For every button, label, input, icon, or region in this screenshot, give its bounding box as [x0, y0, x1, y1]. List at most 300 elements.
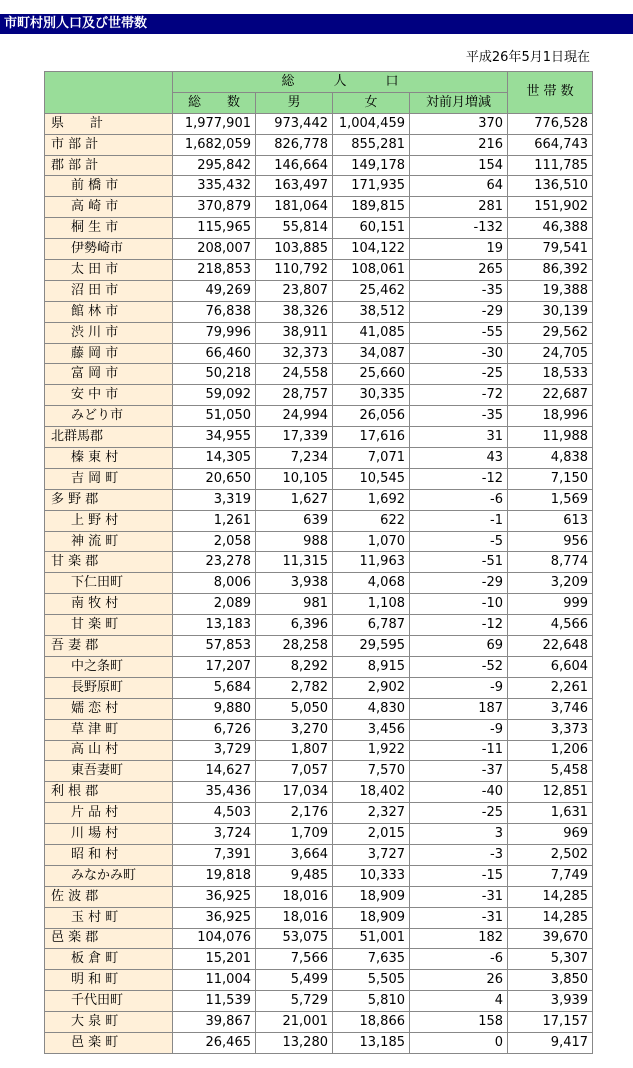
cell-total: 23,278	[173, 552, 256, 573]
row-name: 佐 波 郡	[45, 886, 173, 907]
cell-total: 1,682,059	[173, 134, 256, 155]
cell-total: 8,006	[173, 573, 256, 594]
cell-households: 3,209	[508, 573, 593, 594]
cell-change: -31	[410, 907, 508, 928]
cell-female: 7,635	[333, 949, 410, 970]
cell-male: 3,938	[256, 573, 333, 594]
cell-total: 3,729	[173, 740, 256, 761]
row-name: 安 中 市	[45, 385, 173, 406]
cell-male: 7,234	[256, 448, 333, 469]
cell-total: 26,465	[173, 1032, 256, 1053]
cell-male: 639	[256, 510, 333, 531]
cell-total: 2,058	[173, 531, 256, 552]
cell-households: 24,705	[508, 343, 593, 364]
cell-households: 613	[508, 510, 593, 531]
table-row	[45, 134, 593, 155]
table-row	[45, 573, 593, 594]
cell-households: 4,566	[508, 615, 593, 636]
cell-households: 19,388	[508, 280, 593, 301]
cell-male: 55,814	[256, 218, 333, 239]
table-row	[45, 552, 593, 573]
cell-female: 51,001	[333, 928, 410, 949]
cell-change: 182	[410, 928, 508, 949]
table-row	[45, 280, 593, 301]
row-name: 渋 川 市	[45, 322, 173, 343]
cell-change: -5	[410, 531, 508, 552]
cell-change: -12	[410, 615, 508, 636]
table-row	[45, 364, 593, 385]
cell-total: 5,684	[173, 677, 256, 698]
cell-total: 9,880	[173, 698, 256, 719]
cell-total: 20,650	[173, 468, 256, 489]
cell-total: 4,503	[173, 803, 256, 824]
table-row	[45, 531, 593, 552]
cell-male: 53,075	[256, 928, 333, 949]
header-households: 世 帯 数	[508, 72, 593, 114]
row-name: 多 野 郡	[45, 489, 173, 510]
cell-female: 60,151	[333, 218, 410, 239]
cell-female: 3,727	[333, 844, 410, 865]
cell-female: 149,178	[333, 155, 410, 176]
cell-change: 281	[410, 197, 508, 218]
cell-households: 3,746	[508, 698, 593, 719]
row-name: 桐 生 市	[45, 218, 173, 239]
table-row	[45, 844, 593, 865]
row-name: 沼 田 市	[45, 280, 173, 301]
cell-male: 1,807	[256, 740, 333, 761]
cell-total: 104,076	[173, 928, 256, 949]
cell-female: 10,333	[333, 865, 410, 886]
cell-households: 151,902	[508, 197, 593, 218]
cell-change: -3	[410, 844, 508, 865]
cell-change: -37	[410, 761, 508, 782]
cell-male: 38,911	[256, 322, 333, 343]
cell-total: 59,092	[173, 385, 256, 406]
cell-households: 6,604	[508, 656, 593, 677]
cell-female: 8,915	[333, 656, 410, 677]
cell-households: 12,851	[508, 782, 593, 803]
cell-male: 103,885	[256, 239, 333, 260]
cell-households: 39,670	[508, 928, 593, 949]
cell-male: 110,792	[256, 260, 333, 281]
cell-change: -9	[410, 719, 508, 740]
table-row	[45, 907, 593, 928]
cell-total: 208,007	[173, 239, 256, 260]
cell-female: 13,185	[333, 1032, 410, 1053]
header-blank	[45, 72, 173, 114]
cell-households: 22,687	[508, 385, 593, 406]
cell-female: 6,787	[333, 615, 410, 636]
row-name: 川 場 村	[45, 824, 173, 845]
cell-households: 7,150	[508, 468, 593, 489]
cell-households: 5,307	[508, 949, 593, 970]
row-name: 甘 楽 町	[45, 615, 173, 636]
cell-male: 2,176	[256, 803, 333, 824]
cell-change: 216	[410, 134, 508, 155]
cell-male: 24,558	[256, 364, 333, 385]
cell-male: 5,050	[256, 698, 333, 719]
header-change: 対前月増減	[410, 92, 508, 113]
cell-male: 181,064	[256, 197, 333, 218]
cell-female: 1,070	[333, 531, 410, 552]
cell-female: 108,061	[333, 260, 410, 281]
row-name: 高 崎 市	[45, 197, 173, 218]
table-row	[45, 260, 593, 281]
cell-total: 6,726	[173, 719, 256, 740]
cell-male: 163,497	[256, 176, 333, 197]
cell-female: 5,810	[333, 991, 410, 1012]
cell-total: 49,269	[173, 280, 256, 301]
cell-total: 51,050	[173, 406, 256, 427]
cell-total: 17,207	[173, 656, 256, 677]
row-name: 草 津 町	[45, 719, 173, 740]
cell-total: 13,183	[173, 615, 256, 636]
table-row	[45, 155, 593, 176]
cell-female: 25,660	[333, 364, 410, 385]
cell-male: 3,270	[256, 719, 333, 740]
cell-change: -10	[410, 594, 508, 615]
cell-change: -35	[410, 280, 508, 301]
cell-male: 21,001	[256, 1012, 333, 1033]
cell-male: 11,315	[256, 552, 333, 573]
cell-households: 22,648	[508, 636, 593, 657]
cell-total: 34,955	[173, 427, 256, 448]
table-row	[45, 886, 593, 907]
cell-change: -52	[410, 656, 508, 677]
table-row	[45, 489, 593, 510]
cell-female: 34,087	[333, 343, 410, 364]
cell-households: 7,749	[508, 865, 593, 886]
header-population-group: 総 人 口	[173, 72, 508, 93]
cell-households: 4,838	[508, 448, 593, 469]
cell-female: 622	[333, 510, 410, 531]
row-name: 嬬 恋 村	[45, 698, 173, 719]
table-row	[45, 928, 593, 949]
table-row	[45, 719, 593, 740]
table-row	[45, 970, 593, 991]
row-name: 吾 妻 郡	[45, 636, 173, 657]
cell-change: 31	[410, 427, 508, 448]
cell-households: 3,939	[508, 991, 593, 1012]
table-row	[45, 343, 593, 364]
cell-change: 19	[410, 239, 508, 260]
cell-female: 4,068	[333, 573, 410, 594]
row-name: 昭 和 村	[45, 844, 173, 865]
row-name: 東吾妻町	[45, 761, 173, 782]
cell-male: 17,339	[256, 427, 333, 448]
header-male: 男	[256, 92, 333, 113]
cell-households: 29,562	[508, 322, 593, 343]
table-row	[45, 991, 593, 1012]
cell-households: 14,285	[508, 886, 593, 907]
cell-total: 35,436	[173, 782, 256, 803]
cell-households: 1,631	[508, 803, 593, 824]
cell-households: 776,528	[508, 113, 593, 134]
row-name: 太 田 市	[45, 260, 173, 281]
cell-male: 6,396	[256, 615, 333, 636]
table-row	[45, 510, 593, 531]
table-row	[45, 239, 593, 260]
cell-total: 1,261	[173, 510, 256, 531]
cell-households: 1,569	[508, 489, 593, 510]
cell-female: 41,085	[333, 322, 410, 343]
cell-households: 18,533	[508, 364, 593, 385]
row-name: 利 根 郡	[45, 782, 173, 803]
row-name: 前 橋 市	[45, 176, 173, 197]
cell-female: 171,935	[333, 176, 410, 197]
cell-female: 18,909	[333, 907, 410, 928]
cell-households: 46,388	[508, 218, 593, 239]
cell-total: 14,305	[173, 448, 256, 469]
cell-total: 218,853	[173, 260, 256, 281]
row-name: 市 部 計	[45, 134, 173, 155]
row-name: 中之条町	[45, 656, 173, 677]
cell-change: 69	[410, 636, 508, 657]
cell-total: 3,319	[173, 489, 256, 510]
cell-total: 295,842	[173, 155, 256, 176]
table-row	[45, 301, 593, 322]
cell-change: 154	[410, 155, 508, 176]
cell-change: 26	[410, 970, 508, 991]
row-name: 甘 楽 郡	[45, 552, 173, 573]
cell-total: 3,724	[173, 824, 256, 845]
cell-male: 32,373	[256, 343, 333, 364]
cell-female: 2,327	[333, 803, 410, 824]
table-row	[45, 636, 593, 657]
cell-households: 3,373	[508, 719, 593, 740]
row-name: 千代田町	[45, 991, 173, 1012]
cell-households: 664,743	[508, 134, 593, 155]
table-row	[45, 1032, 593, 1053]
table-row	[45, 218, 593, 239]
row-name: 富 岡 市	[45, 364, 173, 385]
row-name: 高 山 村	[45, 740, 173, 761]
table-body	[45, 113, 593, 1053]
cell-male: 7,566	[256, 949, 333, 970]
cell-female: 189,815	[333, 197, 410, 218]
cell-female: 11,963	[333, 552, 410, 573]
cell-female: 18,909	[333, 886, 410, 907]
cell-households: 1,206	[508, 740, 593, 761]
as-of-date: 平成26年5月1日現在	[465, 50, 590, 65]
row-name: みどり市	[45, 406, 173, 427]
cell-female: 2,015	[333, 824, 410, 845]
table-row	[45, 761, 593, 782]
cell-change: -55	[410, 322, 508, 343]
cell-male: 28,757	[256, 385, 333, 406]
row-name: 明 和 町	[45, 970, 173, 991]
cell-female: 3,456	[333, 719, 410, 740]
table-row	[45, 698, 593, 719]
cell-change: -9	[410, 677, 508, 698]
cell-change: -30	[410, 343, 508, 364]
table-row	[45, 385, 593, 406]
cell-change: -12	[410, 468, 508, 489]
cell-female: 18,402	[333, 782, 410, 803]
cell-male: 5,729	[256, 991, 333, 1012]
table-row	[45, 406, 593, 427]
cell-male: 18,016	[256, 886, 333, 907]
cell-households: 2,261	[508, 677, 593, 698]
cell-female: 4,830	[333, 698, 410, 719]
cell-male: 1,627	[256, 489, 333, 510]
cell-female: 1,108	[333, 594, 410, 615]
cell-male: 973,442	[256, 113, 333, 134]
cell-total: 50,218	[173, 364, 256, 385]
cell-female: 17,616	[333, 427, 410, 448]
cell-male: 2,782	[256, 677, 333, 698]
row-name: 榛 東 村	[45, 448, 173, 469]
cell-total: 2,089	[173, 594, 256, 615]
cell-female: 104,122	[333, 239, 410, 260]
cell-female: 1,922	[333, 740, 410, 761]
cell-change: -72	[410, 385, 508, 406]
cell-male: 10,105	[256, 468, 333, 489]
cell-total: 36,925	[173, 886, 256, 907]
cell-female: 29,595	[333, 636, 410, 657]
cell-change: 4	[410, 991, 508, 1012]
cell-male: 23,807	[256, 280, 333, 301]
cell-female: 7,570	[333, 761, 410, 782]
cell-change: 43	[410, 448, 508, 469]
row-name: 上 野 村	[45, 510, 173, 531]
row-name: 北群馬郡	[45, 427, 173, 448]
page-title: 市町村別人口及び世帯数	[0, 14, 633, 34]
cell-female: 38,512	[333, 301, 410, 322]
header-total: 総 数	[173, 92, 256, 113]
cell-households: 18,996	[508, 406, 593, 427]
cell-total: 66,460	[173, 343, 256, 364]
row-name: 南 牧 村	[45, 594, 173, 615]
row-name: 館 林 市	[45, 301, 173, 322]
cell-households: 956	[508, 531, 593, 552]
cell-households: 8,774	[508, 552, 593, 573]
cell-female: 10,545	[333, 468, 410, 489]
row-name: 伊勢崎市	[45, 239, 173, 260]
table-row	[45, 427, 593, 448]
cell-male: 146,664	[256, 155, 333, 176]
table-row	[45, 448, 593, 469]
cell-male: 988	[256, 531, 333, 552]
cell-households: 136,510	[508, 176, 593, 197]
cell-female: 855,281	[333, 134, 410, 155]
header-female: 女	[333, 92, 410, 113]
cell-households: 2,502	[508, 844, 593, 865]
cell-total: 14,627	[173, 761, 256, 782]
cell-change: 158	[410, 1012, 508, 1033]
cell-male: 1,709	[256, 824, 333, 845]
cell-male: 7,057	[256, 761, 333, 782]
table-row	[45, 677, 593, 698]
cell-change: -6	[410, 489, 508, 510]
cell-households: 999	[508, 594, 593, 615]
table-row	[45, 468, 593, 489]
cell-households: 86,392	[508, 260, 593, 281]
cell-change: 3	[410, 824, 508, 845]
cell-total: 11,004	[173, 970, 256, 991]
table-row	[45, 656, 593, 677]
row-name: みなかみ町	[45, 865, 173, 886]
cell-female: 2,902	[333, 677, 410, 698]
cell-change: -132	[410, 218, 508, 239]
cell-female: 30,335	[333, 385, 410, 406]
cell-households: 11,988	[508, 427, 593, 448]
cell-households: 5,458	[508, 761, 593, 782]
cell-change: -31	[410, 886, 508, 907]
cell-change: -25	[410, 803, 508, 824]
cell-change: -6	[410, 949, 508, 970]
table-row	[45, 176, 593, 197]
cell-households: 17,157	[508, 1012, 593, 1033]
table-row	[45, 197, 593, 218]
table-row	[45, 113, 593, 134]
row-name: 玉 村 町	[45, 907, 173, 928]
row-name: 神 流 町	[45, 531, 173, 552]
cell-households: 969	[508, 824, 593, 845]
cell-households: 14,285	[508, 907, 593, 928]
table-row	[45, 322, 593, 343]
cell-male: 5,499	[256, 970, 333, 991]
cell-change: 265	[410, 260, 508, 281]
table-row	[45, 824, 593, 845]
cell-total: 370,879	[173, 197, 256, 218]
cell-change: -40	[410, 782, 508, 803]
cell-change: -29	[410, 573, 508, 594]
cell-change: 64	[410, 176, 508, 197]
table-row	[45, 949, 593, 970]
cell-total: 19,818	[173, 865, 256, 886]
row-name: 吉 岡 町	[45, 468, 173, 489]
row-name: 片 品 村	[45, 803, 173, 824]
cell-total: 1,977,901	[173, 113, 256, 134]
cell-female: 18,866	[333, 1012, 410, 1033]
cell-change: 370	[410, 113, 508, 134]
cell-female: 26,056	[333, 406, 410, 427]
cell-change: -51	[410, 552, 508, 573]
row-name: 下仁田町	[45, 573, 173, 594]
cell-households: 30,139	[508, 301, 593, 322]
cell-households: 9,417	[508, 1032, 593, 1053]
row-name: 邑 楽 町	[45, 1032, 173, 1053]
cell-male: 13,280	[256, 1032, 333, 1053]
cell-male: 18,016	[256, 907, 333, 928]
cell-female: 1,004,459	[333, 113, 410, 134]
cell-change: 0	[410, 1032, 508, 1053]
cell-male: 9,485	[256, 865, 333, 886]
cell-change: -15	[410, 865, 508, 886]
cell-male: 981	[256, 594, 333, 615]
cell-change: 187	[410, 698, 508, 719]
population-table	[44, 71, 593, 1054]
table-row	[45, 594, 593, 615]
cell-households: 3,850	[508, 970, 593, 991]
cell-change: -25	[410, 364, 508, 385]
cell-total: 76,838	[173, 301, 256, 322]
cell-female: 25,462	[333, 280, 410, 301]
table-row	[45, 615, 593, 636]
row-name: 大 泉 町	[45, 1012, 173, 1033]
cell-total: 15,201	[173, 949, 256, 970]
row-name: 板 倉 町	[45, 949, 173, 970]
cell-change: -1	[410, 510, 508, 531]
cell-households: 111,785	[508, 155, 593, 176]
cell-total: 7,391	[173, 844, 256, 865]
cell-total: 39,867	[173, 1012, 256, 1033]
table-row	[45, 740, 593, 761]
row-name: 邑 楽 郡	[45, 928, 173, 949]
cell-change: -11	[410, 740, 508, 761]
cell-male: 8,292	[256, 656, 333, 677]
